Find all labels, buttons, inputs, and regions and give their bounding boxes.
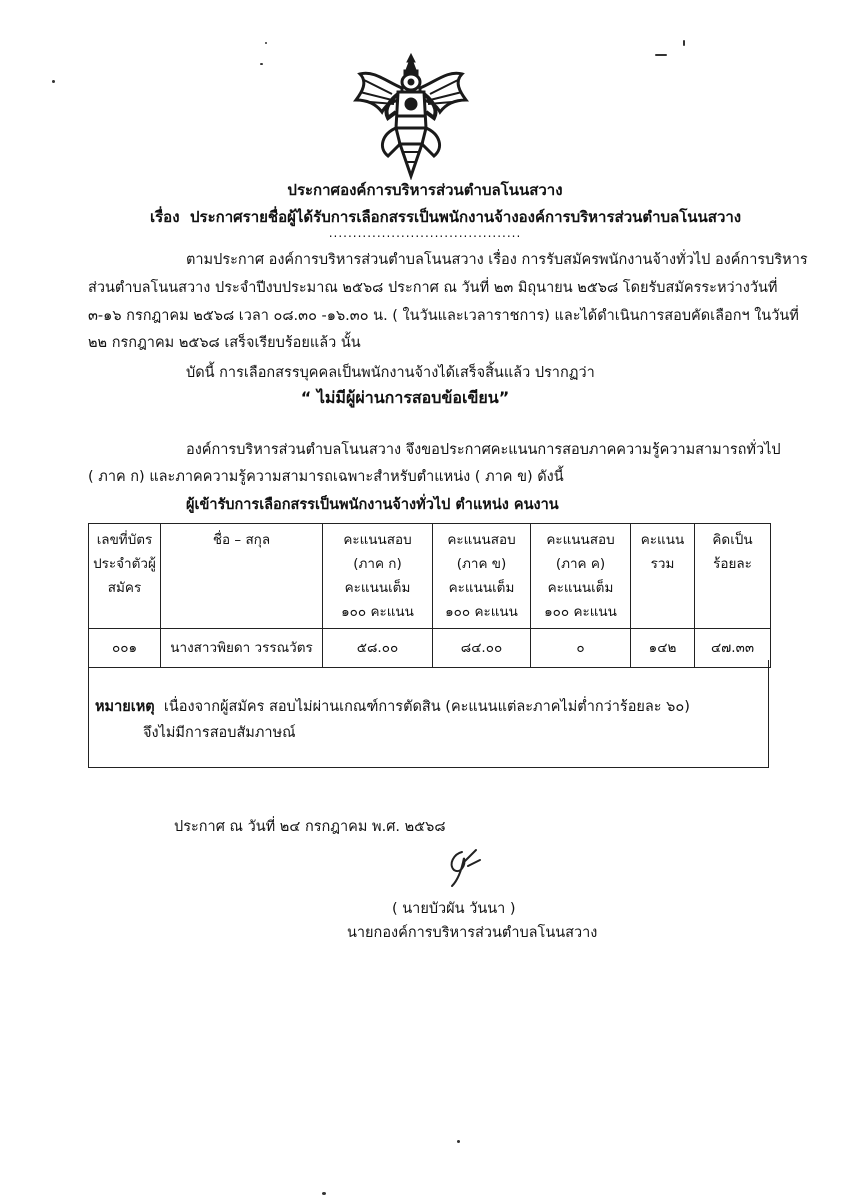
scan-speck <box>683 40 685 46</box>
header-score-a: คะแนนสอบ (ภาค ก) คะแนนเต็ม ๑๐๐ คะแนน <box>323 524 433 629</box>
remark-line1 <box>95 695 690 718</box>
scan-speck <box>655 54 667 56</box>
header-score-c: คะแนนสอบ (ภาค ค) คะแนนเต็ม ๑๐๐ คะแนน <box>531 524 631 629</box>
para2: บัดนี้ การเลือกสรรบุคคลเป็นพนักงานจ้างได้เสร็จสิ้นแล้ว ปรากฏว่า <box>186 365 595 381</box>
scan-speck <box>265 42 267 44</box>
signer-title: นายกองค์การบริหารส่วนตำบลโนนสวาง <box>347 925 598 941</box>
scan-speck <box>260 63 263 65</box>
para3-line1: องค์การบริหารส่วนตำบลโนนสวาง จึงขอประกาศคะแนนการสอบภาคความรู้ความสามารถทั่วไป <box>186 442 781 458</box>
cell-total: ๑๔๒ <box>631 629 695 668</box>
title-divider: ........................................ <box>328 226 522 240</box>
remark-box <box>88 660 769 768</box>
para1-line2: ส่วนตำบลโนนสวาง ประจำปีงบประมาณ ๒๕๖๘ ประกาศ ณ วันที่ ๒๓ มิถุนายน ๒๕๖๘ โดยรับสมัครระหว่างวันที่ <box>88 280 778 296</box>
remark-text-1: เนื่องจากผู้สมัคร สอบไม่ผ่านเกณฑ์การตัดสิน (คะแนนแต่ละภาคไม่ต่ำกว่าร้อยละ ๖๐) <box>163 699 690 715</box>
header-name: ชื่อ – สกุล <box>161 524 323 629</box>
para1-line1: ตามประกาศ องค์การบริหารส่วนตำบลโนนสวาง เรื่อง การรับสมัครพนักงานจ้างทั่วไป องค์การบริหาร <box>186 252 808 268</box>
position-line: ผู้เข้ารับการเลือกสรรเป็นพนักงานจ้างทั่วไป ตำแหน่ง คนงาน <box>186 497 559 513</box>
scan-speck <box>457 1140 460 1143</box>
announcement-title: ประกาศองค์การบริหารส่วนตำบลโนนสวาง <box>287 181 563 199</box>
para1-line3: ๓-๑๖ กรกฎาคม ๒๕๖๘ เวลา ๐๘.๓๐ -๑๖.๓๐ น. ( ในวันและเวลาราชการ) และได้ดำเนินการสอบคัดเลือกฯ ในวันที่ <box>88 308 799 324</box>
para1-line4: ๒๒ กรกฎาคม ๒๕๖๘ เสร็จเรียบร้อยแล้ว นั้น <box>88 335 361 351</box>
cell-name: นางสาวพิยดา วรรณวัตร <box>161 629 323 668</box>
cell-score-a: ๕๘.๐๐ <box>323 629 433 668</box>
scan-speck <box>52 80 55 83</box>
announce-date: ประกาศ ณ วันที่ ๒๔ กรกฎาคม พ.ศ. ๒๕๖๘ <box>174 819 446 835</box>
para3-line2: ( ภาค ก) และภาคความรู้ความสามารถเฉพาะสำหรับตำแหน่ง ( ภาค ข) ดังนี้ <box>88 469 564 485</box>
cell-percent: ๔๗.๓๓ <box>695 629 771 668</box>
remark-line2: จึงไม่มีการสอบสัมภาษณ์ <box>143 725 296 741</box>
cell-score-c: ๐ <box>531 629 631 668</box>
header-percent: คิดเป็น ร้อยละ <box>695 524 771 629</box>
header-total: คะแนน รวม <box>631 524 695 629</box>
score-table <box>88 523 771 668</box>
signer-name: ( นายบัวผัน วันนา ) <box>392 901 516 917</box>
subject-label: เรื่อง <box>150 208 180 226</box>
cell-id: ๐๐๑ <box>89 629 161 668</box>
remark-label: หมายเหตุ <box>95 699 155 715</box>
header-score-b: คะแนนสอบ (ภาค ข) คะแนนเต็ม ๑๐๐ คะแนน <box>433 524 531 629</box>
result-quote: “ ไม่มีผู้ผ่านการสอบข้อเขียน” <box>300 388 510 407</box>
scan-speck <box>322 1192 326 1195</box>
table-header-row <box>89 524 771 629</box>
cell-score-b: ๘๔.๐๐ <box>433 629 531 668</box>
garuda-emblem-icon <box>352 52 470 180</box>
subject-text: ประกาศรายชื่อผู้ได้รับการเลือกสรรเป็นพนักงานจ้างองค์การบริหารส่วนตำบลโนนสวาง <box>189 208 742 226</box>
signature-icon <box>440 848 490 890</box>
header-id: เลขที่บัตร ประจำตัวผู้ สมัคร <box>89 524 161 629</box>
